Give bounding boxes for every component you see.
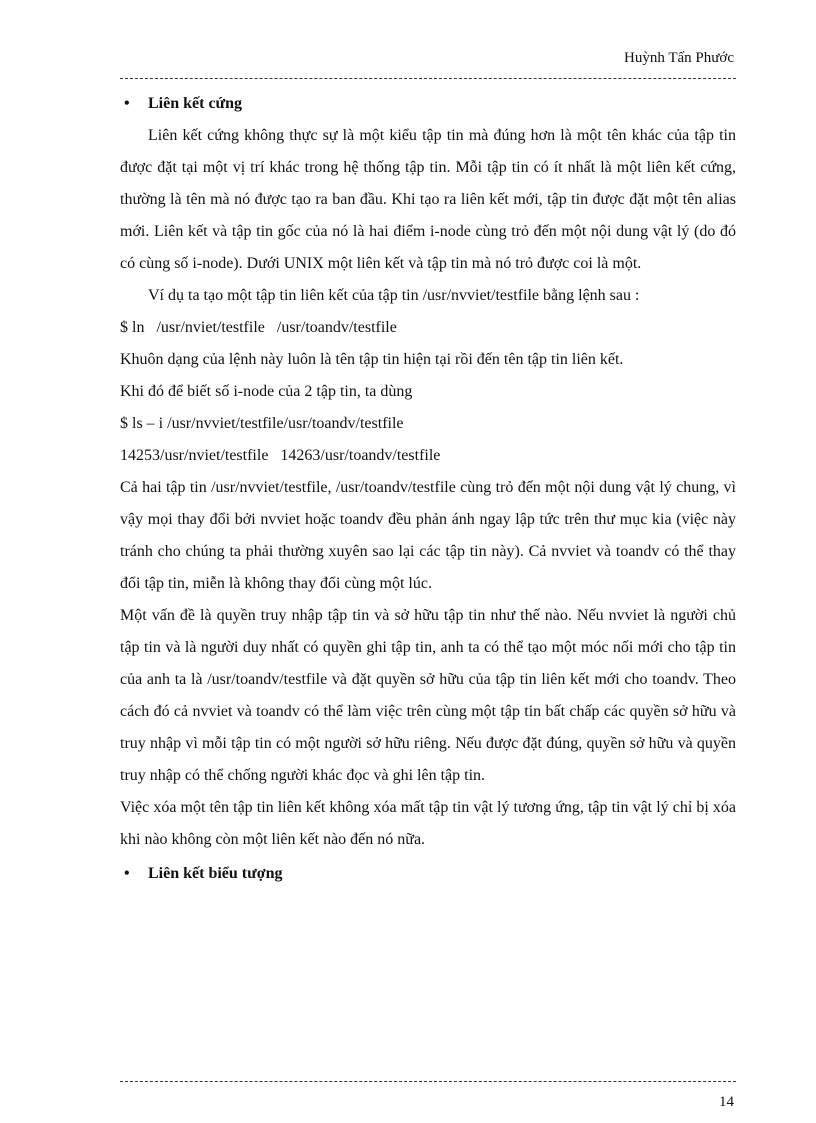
footer-divider: [120, 1081, 736, 1082]
section-heading-hard-link: [120, 88, 736, 120]
section-heading-symbolic-link: [120, 858, 736, 890]
paragraph-shared-content: Cả hai tập tin /usr/nvviet/testfile, /usr/toandv/testfile cùng trỏ đến một nội dung vật lý chung, vì vậy mọi thay đổi bởi nvviet hoặc toandv đều phản ánh ngay lập tức trên thư mục kia (việc này tránh cho chúng ta phải thường xuyên sao lại các tập tin này). Cả nvviet và toandv có thể thay đổi tập tin, miễn là không thay đổi cùng một lúc.: [120, 479, 736, 592]
paragraph-example-intro: Ví dụ ta tạo một tập tin liên kết của tập tin /usr/nvviet/testfile bằng lệnh sau :: [148, 287, 640, 304]
paragraph-inode-note: Khi đó để biết số i-node của 2 tập tin, ta dùng: [120, 383, 413, 400]
paragraph-format-note: Khuôn dạng của lệnh này luôn là tên tập tin hiện tại rồi đến tên tập tin liên kết.: [120, 351, 624, 368]
command-ln: $ ln /usr/nviet/testfile /usr/toandv/testfile: [120, 319, 397, 336]
heading-text: Liên kết cứng: [148, 95, 243, 112]
paragraph-hard-link-definition: Liên kết cứng không thực sự là một kiểu tập tin mà đúng hơn là một tên khác của tập tin được đặt tại một vị trí khác trong hệ thống tập tin. Mỗi tập tin có ít nhất là một liên kết cứng, thường là tên mà nó được tạo ra ban đầu. Khi tạo ra liên kết mới, tập tin được đặt một tên alias mới. Liên kết và tập tin gốc của nó là hai điểm i-node cùng trỏ đến một nội dung vật lý (do đó có cùng số i-node). Dưới UNIX một liên kết và tập tin mà nó trỏ được coi là một.: [120, 127, 736, 272]
bullet-icon: •: [124, 95, 130, 112]
heading-text: Liên kết biểu tượng: [148, 865, 283, 882]
command-output: 14253/usr/nviet/testfile 14263/usr/toandv/testfile: [120, 447, 441, 464]
bullet-icon: •: [124, 865, 130, 882]
command-ls: $ ls – i /usr/nvviet/testfile/usr/toandv/testfile: [120, 415, 404, 432]
paragraph-access-ownership: Một vấn đề là quyền truy nhập tập tin và sở hữu tập tin như thế nào. Nếu nvviet là người chủ tập tin và là người duy nhất có quyền ghi tập tin, anh ta có thể tạo một móc nối mới cho tập tin của anh ta là /usr/toandv/testfile và đặt quyền sở hữu của tập tin liên kết mới cho toandv. Theo cách đó cả nvviet và toandv có thể làm việc trên cùng một tập tin bất chấp các quyền sở hữu và truy nhập vì mỗi tập tin có một người sở hữu riêng. Nếu được đặt đúng, quyền sở hữu và quyền truy nhập có thể chống người khác đọc và ghi lên tập tin.: [120, 607, 736, 784]
paragraph-delete-link: Việc xóa một tên tập tin liên kết không xóa mất tập tin vật lý tương ứng, tập tin vật lý chỉ bị xóa khi nào không còn một liên kết nào đến nó nữa.: [120, 799, 736, 848]
header-divider: [120, 78, 736, 79]
page-number: 14: [719, 1094, 734, 1110]
header-author: Huỳnh Tấn Phước: [624, 50, 734, 66]
page-body: [120, 88, 736, 890]
